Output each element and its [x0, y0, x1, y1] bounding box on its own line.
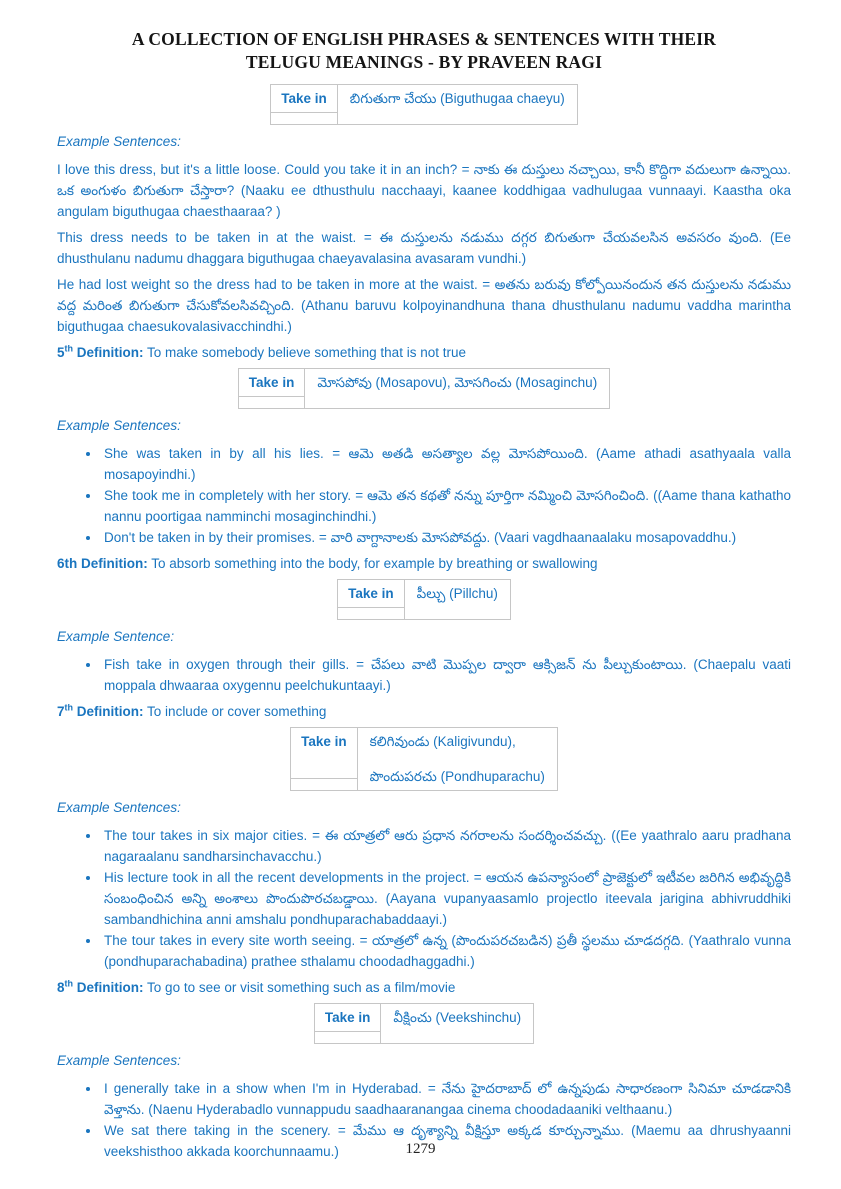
definition-ordinal: 8: [57, 980, 65, 995]
definition-ordinal: 7: [57, 704, 65, 719]
example-paragraph: I love this dress, but it's a little loose. Could you take it in an inch? = నాకు ఈ దుస్తులు నచ్చాయి, కానీ కొద్దిగా వదులుగా ఉన్నాయి. ఒక అంగుళం బిగుతుగా చేస్తారా? (Naaku ee dthusthulu nacchaayi, kaanee koddhigaa vadhulugaa vunnaayi. Kaastha oka angulam biguthugaa chaesthaaraa? ): [57, 162, 791, 219]
phrase-label: Take in: [271, 85, 338, 113]
phrase-empty-cell: [338, 608, 405, 620]
bullet-item: • We sat there taking in the scenery. = మేము ఆ దృశ్యాన్ని వీక్షిస్తూ అక్కడ కూర్చున్నాము. (Maemu aa dhrushyaanni veekshisthoo akkada koorchunnaamu.): [101, 1120, 791, 1162]
definition-heading-8: [57, 977, 791, 998]
definition-heading-7: [57, 701, 791, 722]
phrase-meaning-line1: కలిగివుండు (Kaligivundu),: [369, 734, 516, 749]
definition-text: To make somebody believe something that is not true: [147, 345, 466, 360]
definition-label: Definition:: [76, 980, 144, 995]
bullet-item: • The tour takes in every site worth seeing. = యాత్రలో ఉన్న (పొందుపరచబడిన) ప్రతీ స్థలము చూడదగ్గది. (Yaathralo vunna (pondhuparachabadina) prathee sthalamu choodadhaggadhi.): [101, 930, 791, 972]
phrase-meaning-line2: పొందుపరచు (Pondhuparachu): [369, 769, 545, 784]
phrase-label: Take in: [291, 728, 358, 779]
phrase-empty-cell: [238, 397, 305, 409]
bullet-item: • Don't be taken in by their promises. = వారి వాగ్దానాలకు మోసపోవద్దు. (Vaari vagdhaanaalaku mosapovaddhu.): [101, 527, 791, 548]
example-list-def6: [57, 654, 791, 696]
example-list-def7: [57, 825, 791, 972]
example-paragraph: This dress needs to be taken in at the waist. = ఈ దుస్తులను నడుము దగ్గర బిగుతుగా చేయవలసిన అవసరం వుంది. (Ee dhusthulanu nadumu dhaggara biguthugaa chaeyavalasina avasaram vundhi.): [57, 230, 791, 266]
phrase-empty-cell: [314, 1032, 381, 1044]
definition-heading-5: [57, 342, 791, 363]
phrase-table-1: [270, 84, 577, 125]
phrase-meaning: [357, 728, 557, 791]
definition-ordinal-suffix: th: [64, 702, 74, 713]
phrase-meaning: మోసపోవు (Mosapovu), మోసగించు (Mosaginchu): [305, 369, 610, 409]
bullet-item: • His lecture took in all the recent developments in the project. = ఆయన ఉపన్యాసంలో ప్రాజెక్టులో ఇటీవల జరిగిన అభివృద్ధికి సంబంధించిన అన్ని అంశాలు పొందుపొరచబడ్డాయి. (Aayana vupanyaasamlo projectlo iteevala jarigina abhivruddhiki sambandhichina anni amshalu pondhuparachabaddaayi.): [101, 867, 791, 930]
definition-label: Definition:: [81, 556, 148, 571]
phrase-label: Take in: [238, 369, 305, 397]
definition-text: To go to see or visit something such as a film/movie: [147, 980, 456, 995]
definition-ordinal: 5: [57, 345, 65, 360]
phrase-table-2: [238, 368, 610, 409]
definition-heading-6: [57, 553, 791, 574]
example-sentences-label: Example Sentences:: [57, 800, 181, 815]
phrase-table-5: [314, 1003, 534, 1044]
phrase-meaning: వీక్షించు (Veekshinchu): [381, 1004, 534, 1044]
document-title-line2: TELUGU MEANINGS - BY PRAVEEN RAGI: [245, 52, 603, 72]
definition-label: Definition:: [76, 345, 144, 360]
bullet-item: • Fish take in oxygen through their gills. = చేపలు వాటి మొప్పల ద్వారా ఆక్సిజన్ ను పీల్చుకుంటాయి. (Chaepalu vaati moppala dhwaaraa oxygennu peelchukuntaayi.): [101, 654, 791, 696]
phrase-label: Take in: [338, 580, 405, 608]
definition-ordinal: 6th: [57, 556, 78, 571]
document-title-line1: A COLLECTION OF ENGLISH PHRASES & SENTENCES WITH THEIR: [131, 29, 717, 49]
document-title: [57, 28, 791, 74]
example-sentences-label: Example Sentences:: [57, 418, 181, 433]
example-sentences-label: Example Sentences:: [57, 134, 181, 149]
definition-text: To absorb something into the body, for example by breathing or swallowing: [151, 556, 598, 571]
phrase-label: Take in: [314, 1004, 381, 1032]
bullet-item: • She took me in completely with her story. = ఆమె తన కథతో నన్ను పూర్తిగా నమ్మించి మోసగించింది. ((Aame thana kathatho nannu poortigaa namminchi mosaginchindhi.): [101, 485, 791, 527]
definition-text: To include or cover something: [147, 704, 327, 719]
bullet-item: • I generally take in a show when I'm in Hyderabad. = నేను హైదరాబాద్ లో ఉన్నపుడు సాధారణంగా సినిమా చూడడానికి వెళ్తాను. (Naenu Hyderabadlo vunnappudu saadhaaranangaa cinema choodadaaniki velthaanu.): [101, 1078, 791, 1120]
bullet-item: • The tour takes in six major cities. = ఈ యాత్రలో ఆరు ప్రధాన నగరాలను సందర్శించవచ్చు. ((Ee yaathralo aaru pradhana nagaraalanu sandharsinchavacchu.): [101, 825, 791, 867]
example-sentences-label: Example Sentences:: [57, 1053, 181, 1068]
phrase-table-4: [290, 727, 558, 791]
example-sentence-label: Example Sentence:: [57, 629, 175, 644]
definition-ordinal-suffix: th: [64, 343, 74, 354]
phrase-meaning: బిగుతుగా చేయు (Biguthugaa chaeyu): [337, 85, 577, 125]
example-paragraph: He had lost weight so the dress had to be taken in more at the waist. = అతను బరువు కోల్పోయినందున తన దుస్తులను నడుము వద్ద మరింత బిగుతుగా చేసుకోవలసివచ్చింది. (Athanu baruvu kolpoyinandhuna thana dhusthulanu nadumu vaddha marintha biguthugaa chaesukovalasivacchindhi.): [57, 277, 791, 334]
phrase-empty-cell: [271, 113, 338, 125]
phrase-table-3: [337, 579, 511, 620]
phrase-empty-cell: [291, 779, 358, 791]
phrase-meaning: పీల్చు (Pillchu): [404, 580, 510, 620]
definition-ordinal-suffix: th: [64, 978, 74, 989]
bullet-item: • She was taken in by all his lies. = ఆమె అతడి అసత్యాల వల్ల మోసపోయింది. (Aame athadi asathyaala valla mosapoyindhi.): [101, 443, 791, 485]
definition-label: Definition:: [76, 704, 144, 719]
example-list-def5: [57, 443, 791, 548]
page-number: 1279: [405, 1141, 436, 1157]
